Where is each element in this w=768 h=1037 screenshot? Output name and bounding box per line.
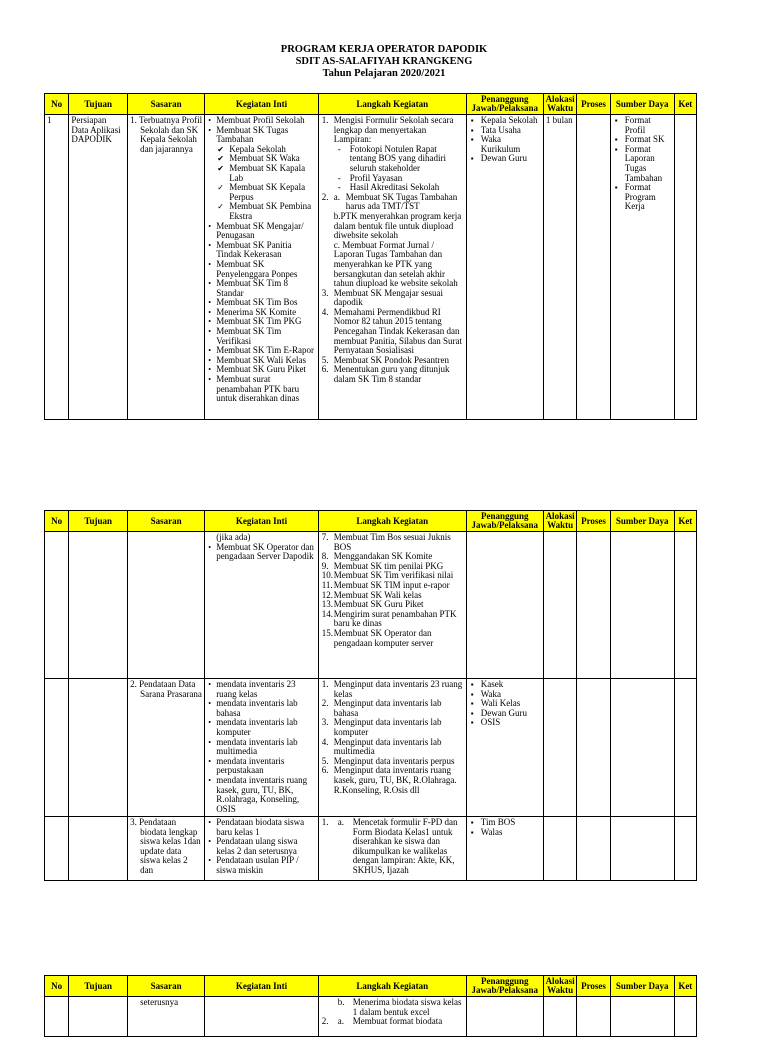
kegiatan-item: • mendata inventaris 23 ruang kelas: [207, 680, 316, 699]
kegiatan-item: • Membuat SK Wali Kelas: [207, 356, 316, 366]
kegiatan-item: • Membuat SK Tim PKG: [207, 317, 316, 327]
col-header-langkah: Langkah Kegiatan: [318, 511, 466, 532]
kegiatan-item: • mendata inventaris perpustakaan: [207, 757, 316, 776]
col-header-alokasi: Alokasi Waktu: [543, 976, 576, 997]
cell-langkah: [318, 532, 466, 679]
langkah-subitem: - Hasil Akreditasi Sekolah: [337, 182, 440, 193]
cell-no: [45, 817, 69, 881]
cell-sasaran: 3. Pendataan biodata lengkap siswa kelas 1dan update data siswa kelas 2 dan: [128, 817, 205, 881]
cell-tujuan: [69, 817, 128, 881]
cell-langkah: b. Menerima biodata siswa kelas 1 dalam bentuk excel 2. a. Membuat format biodata: [318, 997, 466, 1037]
penanggung-item: ▪ Kasek: [469, 680, 541, 690]
col-header-kegiatan: Kegiatan Inti: [205, 94, 319, 115]
kegiatan-list: [207, 818, 316, 876]
cell-proses: [577, 115, 610, 420]
table-row: [45, 997, 697, 1037]
cell-penanggung: [466, 532, 543, 679]
col-header-ket: Ket: [674, 511, 696, 532]
cell-no: [45, 997, 69, 1037]
kegiatan-item: • Membuat SK Tim Bos: [207, 298, 316, 308]
col-header-penanggung: Penanggung Jawab/Pelaksana: [466, 511, 543, 532]
cell-sasaran: 2. Pendataan Data Sarana Prasarana: [128, 679, 205, 817]
kegiatan-item: • Membuat SK Tim E-Rapor: [207, 346, 316, 356]
cell-tujuan: [69, 997, 128, 1037]
col-header-kegiatan: Kegiatan Inti: [205, 511, 319, 532]
cell-penanggung: [466, 997, 543, 1037]
kegiatan-item: • Pendataan ulang siswa kelas 2 dan seterusnya: [207, 837, 316, 856]
cell-sumber: [610, 817, 674, 881]
cell-kegiatan: [205, 997, 319, 1037]
langkah-item: 13. Membuat SK Guru Piket: [321, 599, 424, 610]
col-header-tujuan: Tujuan: [69, 511, 128, 532]
cell-sumber: [610, 532, 674, 679]
kegiatan-item: • Membuat SK Guru Piket: [207, 365, 316, 375]
kegiatan-item: • Membuat SK Tugas Tambahan: [207, 126, 316, 145]
penanggung-item: ▪ Tata Usaha: [469, 126, 541, 136]
col-header-no: No: [45, 94, 69, 115]
cell-sasaran: 1. Terbuatnya Profil Sekolah dan SK Kepala Sekolah dan jajarannya: [128, 115, 205, 420]
cell-kegiatan: [205, 679, 319, 817]
cell-proses: [577, 817, 610, 881]
kegiatan-item: • Pendataan biodata siswa baru kelas 1: [207, 818, 316, 837]
program-table-page1: [44, 93, 697, 420]
cell-proses: [577, 997, 610, 1037]
langkah-item: 7. Membuat Tim Bos sesuai Juknis BOS: [321, 532, 451, 552]
penanggung-item: ▪ Dewan Guru: [469, 154, 541, 164]
cell-sumber: [610, 115, 674, 420]
langkah-item: 3. Menginput data inventaris lab komputer: [321, 717, 442, 737]
sumber-item: ▪ Format Program Kerja: [613, 183, 672, 212]
col-header-sumber: Sumber Daya: [610, 94, 674, 115]
kegiatan-check-list: [207, 145, 316, 222]
langkah-item: 3. Membuat SK Mengajar sesuai dapodik: [321, 287, 443, 308]
kegiatan-item: • Membuat SK Penyelenggara Ponpes: [207, 260, 316, 279]
table-row: [45, 817, 697, 881]
cell-ket: [674, 679, 696, 817]
langkah-item: 8. Menggandakan SK Komite: [321, 551, 433, 562]
cell-tujuan: [69, 532, 128, 679]
cell-penanggung: [466, 679, 543, 817]
penanggung-list: [469, 680, 541, 728]
cell-alokasi: [543, 997, 576, 1037]
col-header-penanggung: Penanggung Jawab/Pelaksana: [466, 94, 543, 115]
penanggung-item: ▪ Kepala Sekolah: [469, 116, 541, 126]
langkah-sublist: [321, 145, 464, 193]
col-header-penanggung: Penanggung Jawab/Pelaksana: [466, 976, 543, 997]
cell-langkah: [318, 679, 466, 817]
table-header-row: [45, 511, 697, 532]
cell-sasaran: [128, 532, 205, 679]
langkah-item: 9. Membuat SK tim penilai PKG: [321, 560, 444, 571]
penanggung-item: ▪ Dewan Guru: [469, 709, 541, 719]
col-header-kegiatan: Kegiatan Inti: [205, 976, 319, 997]
cell-ket: [674, 115, 696, 420]
col-header-tujuan: Tujuan: [69, 976, 128, 997]
langkah-item: 12. Membuat SK Wali kelas: [321, 589, 422, 600]
kegiatan-item: • Membuat SK Tim 8 Standar: [207, 279, 316, 298]
col-header-sasaran: Sasaran: [128, 976, 205, 997]
col-header-proses: Proses: [577, 511, 610, 532]
table-header-row: [45, 976, 697, 997]
kegiatan-check-item: ✔ Membuat SK Waka: [207, 154, 316, 164]
langkah-list: [321, 680, 464, 795]
kegiatan-check-item: ✔ Membuat SK Kapala Lab: [207, 164, 316, 183]
col-header-langkah: Langkah Kegiatan: [318, 976, 466, 997]
document-title: PROGRAM KERJA OPERATOR DAPODIK: [280, 44, 488, 55]
kegiatan-item: • Membuat Profil Sekolah: [207, 116, 316, 126]
cell-no: 1: [45, 115, 69, 420]
col-header-tujuan: Tujuan: [69, 94, 128, 115]
cell-kegiatan: (jika ada) • Membuat SK Operator dan pengadaan Server Dapodik: [205, 532, 319, 679]
kegiatan-item: • Membuat SK Operator dan pengadaan Server Dapodik: [207, 543, 316, 562]
kegiatan-list: [207, 543, 316, 562]
kegiatan-item: • mendata inventaris lab multimedia: [207, 738, 316, 757]
cell-langkah: 1. a. Mencetak formulir F-PD dan Form Biodata Kelas1 untuk diserahkan ke siswa dan dikumpulkan ke walikelas dengan lampiran: Akte, KK, SKHUS, Ijazah: [318, 817, 466, 881]
cell-alokasi: [543, 679, 576, 817]
cell-penanggung: [466, 115, 543, 420]
cell-no: [45, 679, 69, 817]
table-header-row: [45, 94, 697, 115]
cell-langkah: 1. Mengisi Formulir Sekolah secara lengkap dan menyertakan Lampiran: - Fotokopi Notulen Rapat tentang BOS yang dihadiri seluruh stakeholder - Profil Yayasan - Hasil Akreditasi Sekolah 2. a. Membuat SK Tugas Tambahan harus ada TMT/TST b.PTK menyerahkan program kerja dalam bentuk file untuk diupload diwebsite sekolah c. Membuat Format Jurnal / Laporan Tugas Tambahan dan menyerahkan ke PTK yang bersangkutan dan setelah akhir tahun diupload ke website sekolah 3. Membuat SK Mengajar sesuai dapodik 4. Memahami Permendikbud RI Nomor 82 tahun 2015 tentang Pencegahan Tindak Kekerasan dan membuat Panitia, Silabus dan Surat Pernyataan Sosialisasi 5. Membuat SK Pondok Pesantren 6. Menentukan guru yang ditunjuk dalam SK Tim 8 standar: [318, 115, 466, 420]
cell-ket: [674, 817, 696, 881]
cell-tujuan: [69, 679, 128, 817]
penanggung-item: ▪ Walas: [469, 828, 541, 838]
academic-year: Tahun Pelajaran 2020/2021: [322, 68, 446, 79]
cell-ket: [674, 997, 696, 1037]
langkah-item: 5. Menginput data inventaris perpus: [321, 755, 455, 766]
langkah-subitem: - Fotokopi Notulen Rapat tentang BOS yang dihadiri seluruh stakeholder: [337, 143, 446, 173]
table-row: [45, 532, 697, 679]
kegiatan-list: [207, 116, 316, 145]
col-header-langkah: Langkah Kegiatan: [318, 94, 466, 115]
col-header-sasaran: Sasaran: [128, 511, 205, 532]
kegiatan-item: • mendata inventaris lab bahasa: [207, 699, 316, 718]
kegiatan-item: • Membuat SK Panitia Tindak Kekerasan: [207, 241, 316, 260]
kegiatan-item: • mendata inventaris ruang kasek, guru, TU, BK, R.olahraga, Konseling, OSIS: [207, 776, 316, 814]
kegiatan-check-item: ✓ Membuat SK Kepala Perpus: [207, 183, 316, 202]
col-header-sumber: Sumber Daya: [610, 976, 674, 997]
table-row: [45, 115, 697, 420]
col-header-ket: Ket: [674, 94, 696, 115]
kegiatan-list: [207, 222, 316, 404]
col-header-proses: Proses: [577, 94, 610, 115]
langkah-list: [321, 533, 464, 648]
school-name: SDIT AS-SALAFIYAH KRANGKENG: [295, 56, 473, 67]
col-header-sumber: Sumber Daya: [610, 511, 674, 532]
langkah-item: 6. Menentukan guru yang ditunjuk dalam SK Tim 8 standar: [321, 364, 450, 385]
penanggung-item: ▪ OSIS: [469, 718, 541, 728]
cell-tujuan: Persiapan Data Aplikasi DAPODIK: [69, 115, 128, 420]
langkah-list: [321, 289, 464, 385]
cell-penanggung: [466, 817, 543, 881]
sumber-item: ▪ Format Laporan Tugas Tambahan: [613, 145, 672, 183]
cell-sumber: [610, 679, 674, 817]
kegiatan-item: • Membuat SK Mengajar/ Penugasan: [207, 222, 316, 241]
langkah-subitem: - Profil Yayasan: [337, 172, 403, 183]
sumber-list: [613, 116, 672, 212]
cell-alokasi: [543, 532, 576, 679]
col-header-alokasi: Alokasi Waktu: [543, 511, 576, 532]
cell-proses: [577, 532, 610, 679]
kegiatan-item: • Membuat SK Tim Verifikasi: [207, 327, 316, 346]
langkah-item: 4. Menginput data inventaris lab multimedia: [321, 736, 442, 757]
penanggung-list: [469, 818, 541, 837]
langkah-item: 1. Menginput data inventaris 23 ruang kelas: [321, 679, 463, 699]
col-header-no: No: [45, 511, 69, 532]
cell-proses: [577, 679, 610, 817]
col-header-no: No: [45, 976, 69, 997]
cell-alokasi: 1 bulan: [543, 115, 576, 420]
penanggung-item: ▪ Wali Kelas: [469, 699, 541, 709]
kegiatan-check-item: ✔ Kepala Sekolah: [207, 145, 316, 155]
langkah-item: 11. Membuat SK TIM input e-rapor: [321, 579, 450, 590]
penanggung-item: ▪ Tim BOS: [469, 818, 541, 828]
langkah-item: 6. Menginput data inventaris ruang kasek, guru, TU, BK, R.Olahraga. R.Konseling, R.Osis dll: [321, 765, 457, 795]
cell-alokasi: [543, 817, 576, 881]
cell-no: [45, 532, 69, 679]
kegiatan-item: • mendata inventaris lab komputer: [207, 718, 316, 737]
cell-kegiatan: [205, 115, 319, 420]
kegiatan-check-item: ✓ Membuat SK Pembina Ekstra: [207, 202, 316, 221]
langkah-item: 4. Memahami Permendikbud RI Nomor 82 tahun 2015 tentang Pencegahan Tindak Kekerasan dan membuat Panitia, Silabus dan Surat Pernyataan Sosialisasi: [321, 306, 462, 356]
kegiatan-item: • Pendataan usulan PIP / siswa miskin: [207, 856, 316, 875]
kegiatan-item: • Menerima SK Komite: [207, 308, 316, 318]
cell-ket: [674, 532, 696, 679]
col-header-ket: Ket: [674, 976, 696, 997]
program-table-page3: [44, 975, 697, 1037]
langkah-item: 2. Menginput data inventaris lab bahasa: [321, 698, 442, 718]
langkah-item: 10. Membuat SK Tim verifikasi nilai: [321, 570, 454, 581]
langkah-item: 5. Membuat SK Pondok Pesantren: [321, 354, 449, 365]
penanggung-list: [469, 116, 541, 164]
sumber-item: ▪ Format Profil: [613, 116, 672, 135]
penanggung-item: ▪ Waka Kurikulum: [469, 135, 541, 154]
penanggung-item: ▪ Waka: [469, 690, 541, 700]
kegiatan-list: [207, 680, 316, 814]
table-row: [45, 679, 697, 817]
cell-kegiatan: [205, 817, 319, 881]
cell-sasaran: seterusnya: [128, 997, 205, 1037]
langkah-item: 15. Membuat SK Operator dan pengadaan komputer server: [321, 627, 434, 648]
cell-sumber: [610, 997, 674, 1037]
col-header-proses: Proses: [577, 976, 610, 997]
col-header-sasaran: Sasaran: [128, 94, 205, 115]
langkah-item: 14. Mengirim surat penambahan PTK baru ke dinas: [321, 608, 457, 629]
kegiatan-item: • Membuat surat penambahan PTK baru untuk diserahkan dinas: [207, 375, 316, 404]
sumber-item: ▪ Format SK: [613, 135, 672, 145]
col-header-alokasi: Alokasi Waktu: [543, 94, 576, 115]
program-table-page2: [44, 510, 697, 881]
